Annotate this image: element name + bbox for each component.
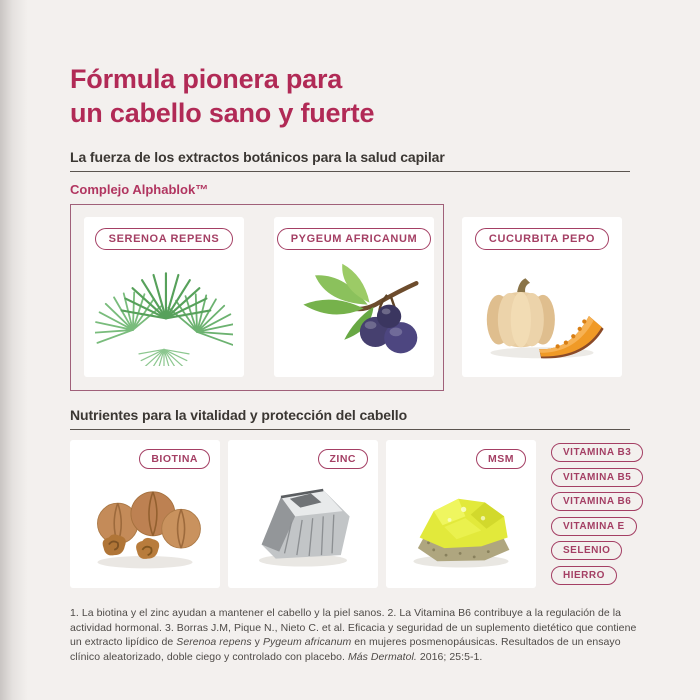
footnote-references: 1. La biotina y el zinc ayudan a mantener el cabello y la piel sanos. 2. La Vitamina B6 contribuye a la regulación de la actividad hormonal. 3. Borras J.M, Pique N., Nieto C. et al. Eficacia y seguridad de un suplemento dietético que contiene un extracto lipídico de Serenoa repens y Pygeum africanum en mujeres posmenopáusicas. Resultados de un ensayo clínico aleatorizado, doble ciego y controlado con placebo. Más Dermatol. 2016; 25:5-1. xyxy=(70,607,637,664)
ingredient-card-cucurbita-pepo xyxy=(462,217,622,377)
nutrient-pill-biotina xyxy=(139,449,210,469)
nutrient-card-biotina xyxy=(70,440,220,588)
ingredient-pill-pygeum-africanum xyxy=(277,228,432,250)
ingredient-pill-cucurbita-pepo xyxy=(475,228,609,250)
pill-vitamina-b5: VITAMINA B5 xyxy=(551,468,643,487)
vitamin-pills-column xyxy=(551,443,643,585)
nutrient-pill-label: BIOTINA xyxy=(151,453,198,465)
nutrient-pill-label: ZINC xyxy=(329,453,356,465)
botanicals-heading-rule xyxy=(70,171,630,172)
pill-selenio: SELENIO xyxy=(551,541,622,560)
sulfur-crystal-image xyxy=(395,471,527,575)
nutrients-heading-rule xyxy=(70,429,630,430)
page-title xyxy=(70,62,374,130)
ingredient-card-serenoa-repens xyxy=(84,217,244,377)
zinc-metal-chunk-image xyxy=(237,471,369,575)
pygeum-branch-with-plums-image xyxy=(285,254,423,366)
nutrient-pill-label: MSM xyxy=(488,453,514,465)
nutrients-section-heading: Nutrientes para la vitalidad y protección del cabello xyxy=(70,407,408,423)
ingredient-pill-label: SERENOA REPENS xyxy=(108,233,220,245)
pill-vitamina-b6: VITAMINA B6 xyxy=(551,492,643,511)
walnuts-image xyxy=(79,471,211,575)
pumpkin-with-slice-image xyxy=(473,254,611,366)
saw-palmetto-leaves-image xyxy=(95,254,233,366)
nutrient-card-msm xyxy=(386,440,536,588)
ingredient-pill-label: CUCURBITA PEPO xyxy=(488,233,596,245)
ingredient-card-pygeum-africanum xyxy=(274,217,434,377)
pill-hierro: HIERRO xyxy=(551,566,617,585)
page-title-line2: un cabello sano y fuerte xyxy=(70,98,375,128)
botanicals-section-heading: La fuerza de los extractos botánicos para la salud capilar xyxy=(70,149,445,165)
nutrient-card-zinc xyxy=(228,440,378,588)
left-edge-shadow xyxy=(0,0,28,700)
ingredient-pill-label: PYGEUM AFRICANUM xyxy=(290,233,418,245)
pill-vitamina-e: VITAMINA E xyxy=(551,517,637,536)
nutrient-pill-zinc xyxy=(318,449,369,469)
ingredient-pill-serenoa-repens xyxy=(95,228,234,250)
nutrient-pill-msm xyxy=(476,449,526,469)
alphablok-complex-label: Complejo Alphablok™ xyxy=(70,182,209,197)
page-title-line1: Fórmula pionera para xyxy=(70,64,343,94)
pill-vitamina-b3: VITAMINA B3 xyxy=(551,443,643,462)
